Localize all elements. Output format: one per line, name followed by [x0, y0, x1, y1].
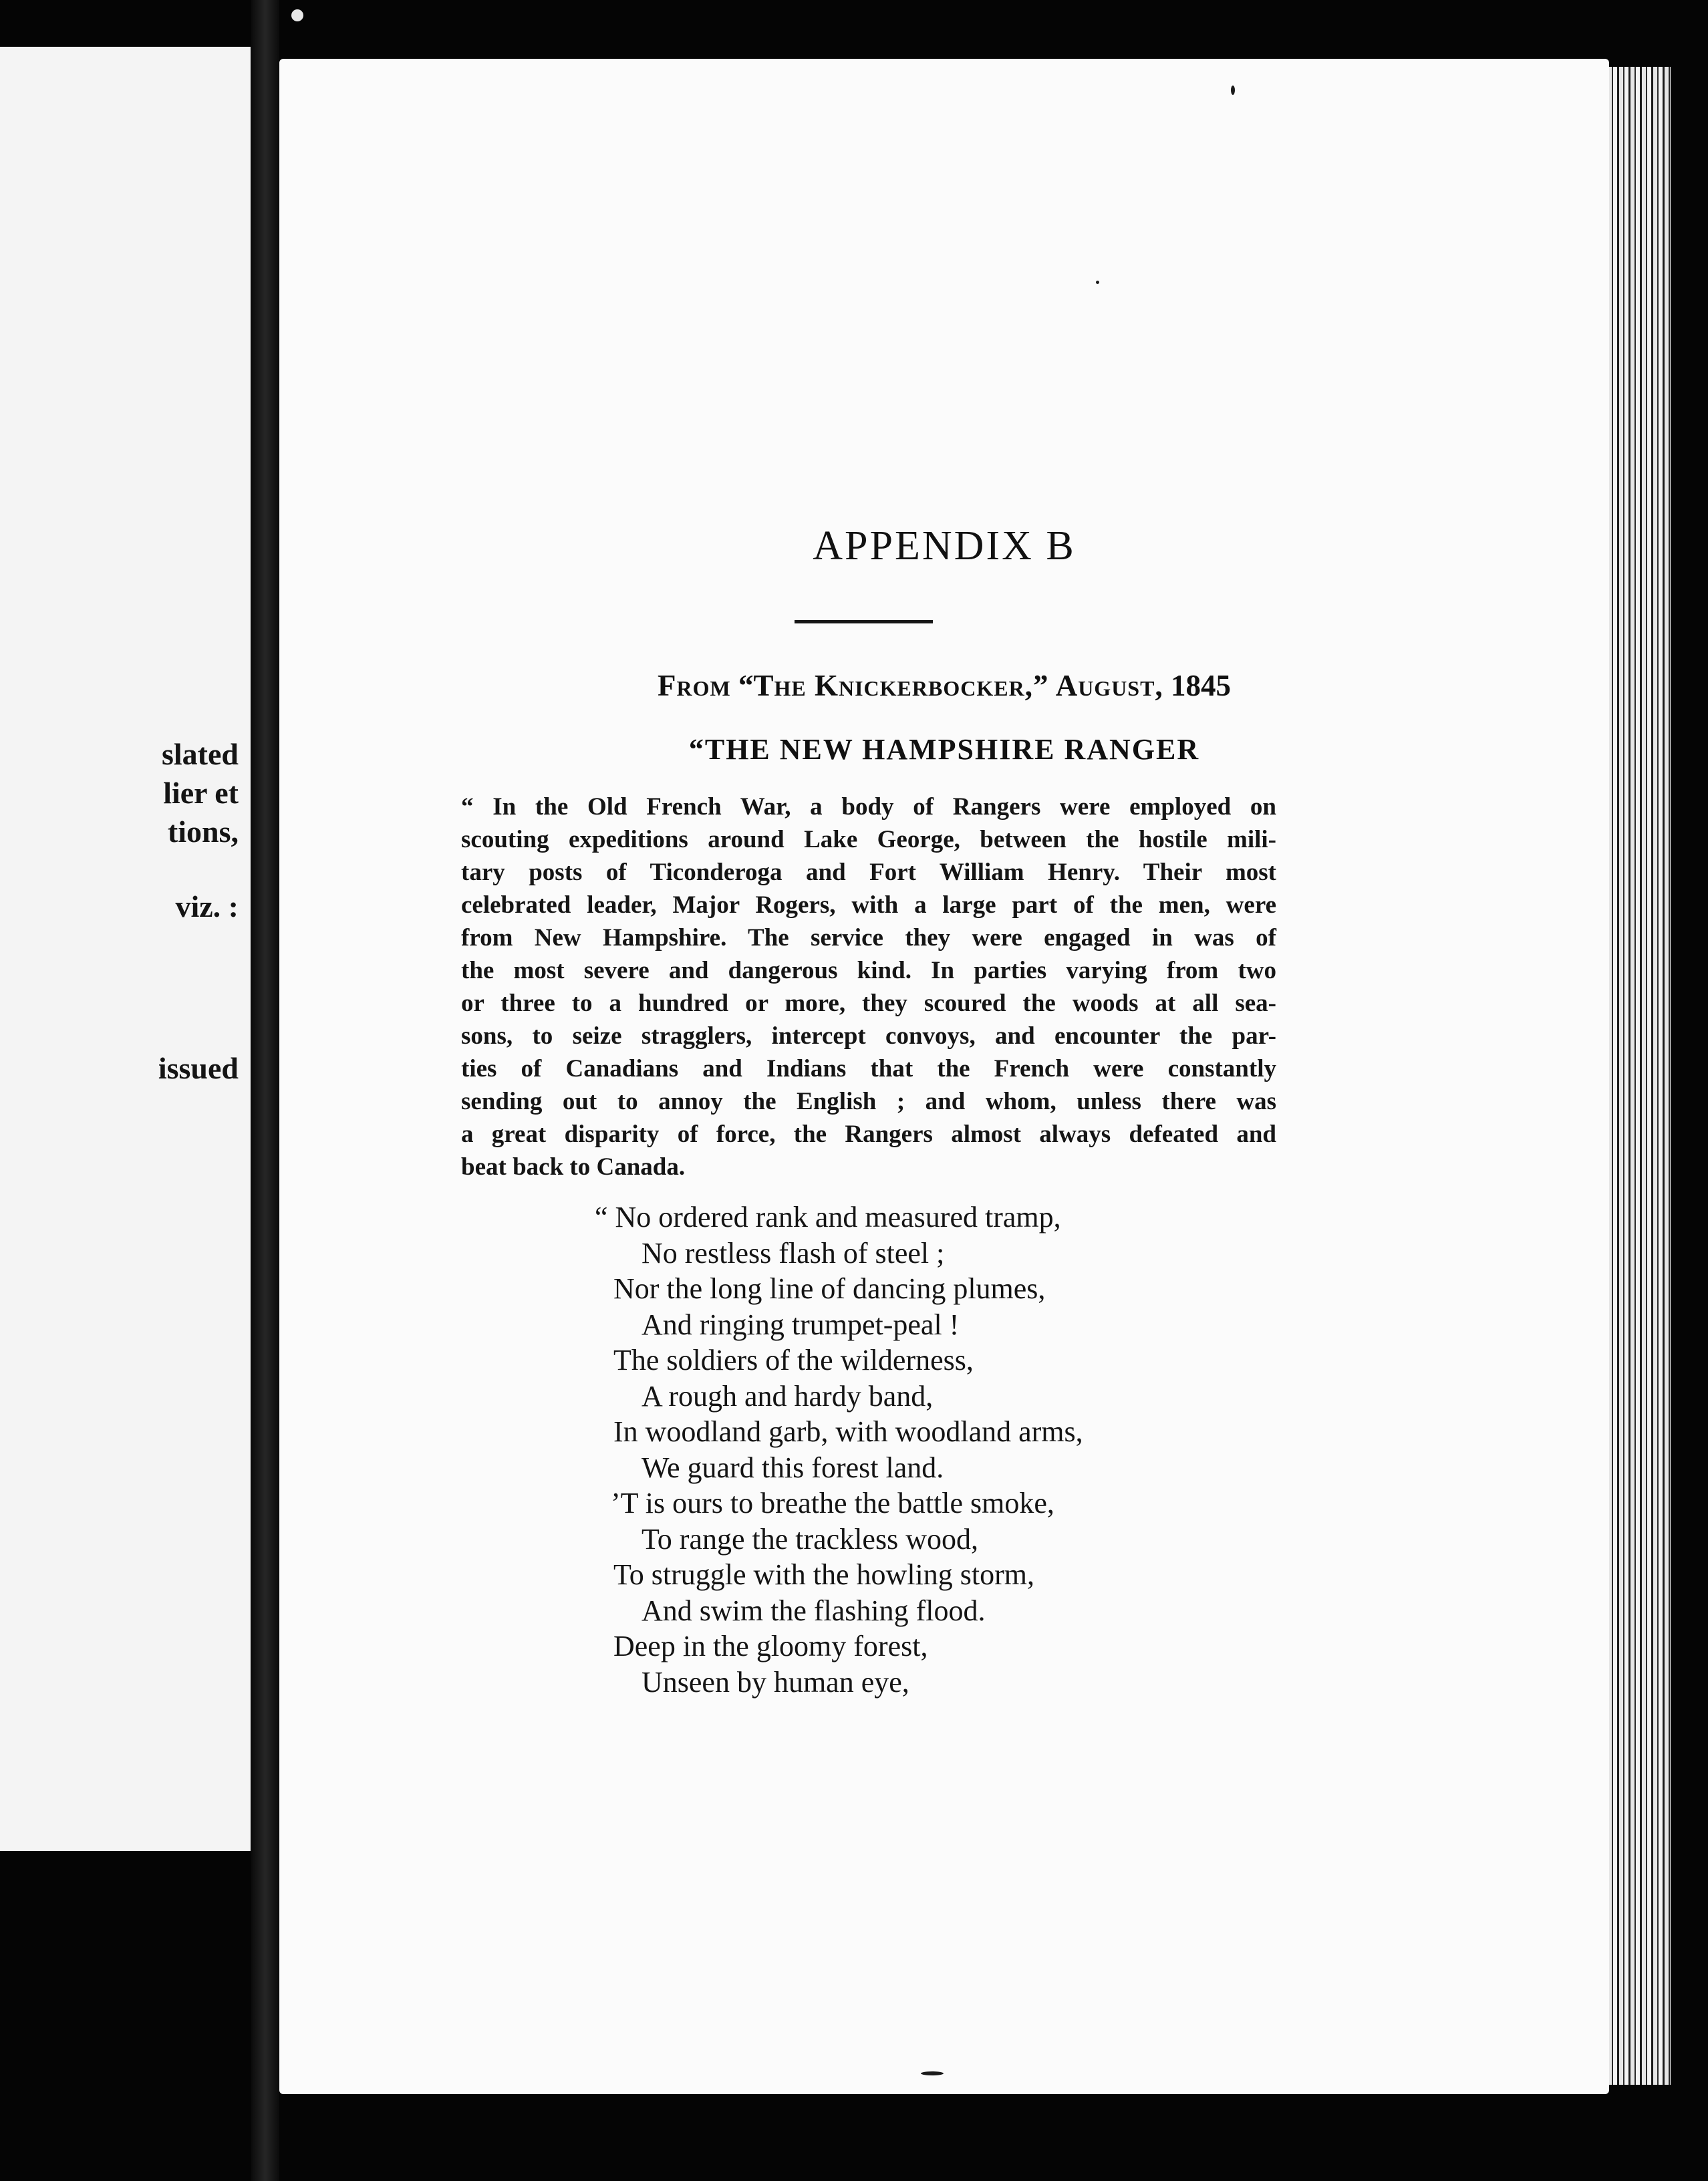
poem-title: “THE NEW HAMPSHIRE RANGER — [688, 733, 1200, 766]
intro-line: the most severe and dangerous kind. In parties varying from two — [461, 957, 1276, 984]
verse-line: Unseen by human eye, — [642, 1665, 909, 1699]
title-rule — [795, 620, 933, 623]
scan-speck — [921, 2071, 944, 2075]
page-title: APPENDIX B — [813, 523, 1076, 569]
source-quote-close: ” — [1032, 669, 1048, 702]
verse-line: “ No ordered rank and measured tramp, — [595, 1201, 1061, 1233]
verse-line: The soldiers of the wilderness, — [613, 1344, 974, 1376]
intro-line: scouting expeditions around Lake George, between the hostile mili- — [461, 826, 1276, 853]
scan-speck — [1231, 86, 1235, 95]
intro-line: sending out to annoy the English ; and whom, unless there was — [461, 1088, 1276, 1115]
verse-line: Deep in the gloomy forest, — [613, 1630, 928, 1662]
scan-speck — [291, 9, 303, 21]
intro-line: beat back to Canada. — [461, 1153, 686, 1181]
intro-line: a great disparity of force, the Rangers almost always defeated and — [461, 1121, 1276, 1148]
left-page-fragment: issued — [158, 1051, 239, 1085]
source-quote-open: “ — [738, 669, 754, 702]
left-page-fragment: lier et — [163, 776, 239, 810]
source-from: From — [658, 669, 731, 702]
scan-speck — [1096, 281, 1099, 284]
verse-line: To range the trackless wood, — [642, 1522, 978, 1556]
verse-line: Nor the long line of dancing plumes, — [613, 1272, 1046, 1305]
intro-paragraph — [461, 790, 1276, 1183]
source-year: 1845 — [1170, 669, 1231, 702]
source-publication: The Knickerbocker, — [753, 669, 1033, 702]
verse-line: In woodland garb, with woodland arms, — [613, 1415, 1083, 1448]
source-line — [279, 668, 1609, 703]
verse-line: To struggle with the howling storm, — [613, 1558, 1034, 1591]
left-page-fragment: viz. : — [175, 889, 239, 923]
poem-verses — [595, 1199, 1215, 1700]
intro-line: or three to a hundred or more, they scoured the woods at all sea- — [461, 990, 1276, 1017]
intro-line: “ In the Old French War, a body of Rangers were employed on — [461, 793, 1276, 821]
verse-line: And ringing trumpet-peal ! — [642, 1308, 960, 1341]
intro-line: tary posts of Ticonderoga and Fort William Henry. Their most — [461, 859, 1276, 886]
verse-line: No restless flash of steel ; — [642, 1236, 945, 1270]
verse-line: A rough and hardy band, — [642, 1379, 934, 1413]
verse-line: ’T is ours to breathe the battle smoke, — [611, 1487, 1054, 1519]
left-facing-page — [0, 47, 251, 1851]
source-month: August, — [1055, 669, 1163, 702]
intro-line: from New Hampshire. The service they were engaged in was of — [461, 924, 1276, 952]
book-gutter — [251, 0, 279, 2181]
left-page-fragment: tions, — [167, 815, 239, 849]
intro-line: ties of Canadians and Indians that the French were constantly — [461, 1055, 1276, 1082]
left-page-fragment: slated — [162, 737, 239, 771]
intro-line: sons, to seize stragglers, intercept convoys, and encounter the par- — [461, 1022, 1276, 1050]
verse-line: And swim the flashing flood. — [642, 1594, 986, 1627]
verse-line: We guard this forest land. — [642, 1451, 944, 1484]
intro-line: celebrated leader, Major Rogers, with a large part of the men, were — [461, 891, 1276, 919]
